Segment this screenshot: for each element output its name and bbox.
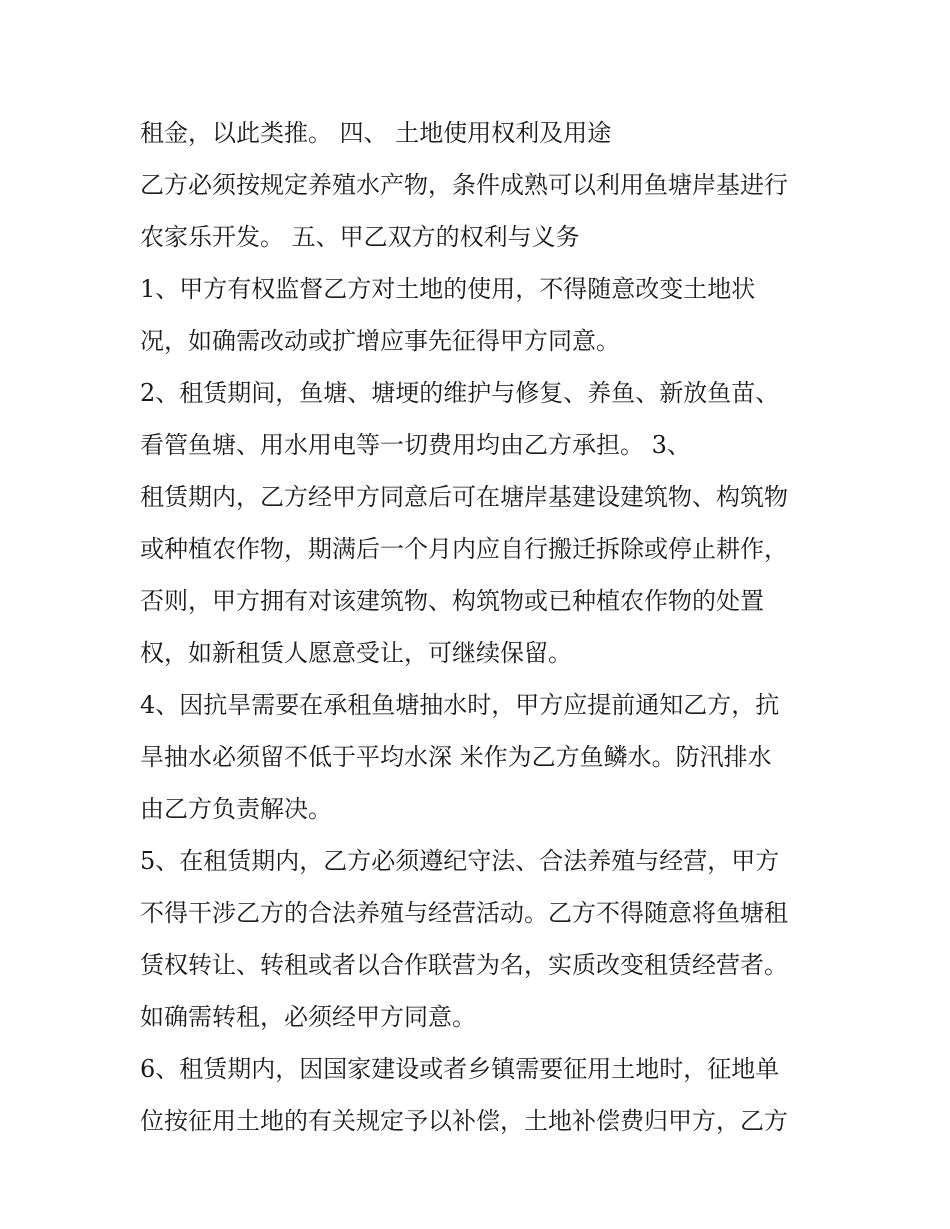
text-line: 租金，以此类推。 四、 土地使用权利及用途 — [140, 119, 612, 147]
text-line: 赁权转让、转租或者以合作联营为名，实质改变租赁经营者。 — [140, 951, 788, 979]
text-line: 否则，甲方拥有对该建筑物、构筑物或已种植农作物的处置 — [140, 587, 764, 615]
text-line: 旱抽水必须留不低于平均水深 米作为乙方鱼鳞水。防汛排水 — [140, 743, 772, 771]
text-line: 6、租赁期内，因国家建设或者乡镇需要征用土地时，征地单 — [140, 1055, 780, 1083]
text-line: 1、甲方有权监督乙方对土地的使用，不得随意改变土地状 — [140, 275, 756, 303]
text-line: 或种植农作物，期满后一个月内应自行搬迁拆除或停止耕作， — [140, 535, 788, 563]
text-line: 不得干涉乙方的合法养殖与经营活动。乙方不得随意将鱼塘租 — [140, 899, 788, 927]
text-line: 农家乐开发。 五、甲乙双方的权利与义务 — [140, 223, 580, 251]
contract-body-text — [140, 107, 830, 1147]
text-line: 况，如确需改动或扩增应事先征得甲方同意。 — [140, 327, 620, 355]
text-line: 2、租赁期间，鱼塘、塘埂的维护与修复、养鱼、新放鱼苗、 — [140, 379, 780, 407]
text-line: 权，如新租赁人愿意受让，可继续保留。 — [140, 639, 572, 667]
text-line: 看管鱼塘、用水用电等一切费用均由乙方承担。 3、 — [140, 431, 691, 459]
text-line: 由乙方负责解决。 — [140, 795, 332, 823]
text-line: 位按征用土地的有关规定予以补偿，土地补偿费归甲方，乙方 — [140, 1107, 788, 1135]
text-line: 租赁期内，乙方经甲方同意后可在塘岸基建设建筑物、构筑物 — [140, 483, 788, 511]
text-line: 4、因抗旱需要在承租鱼塘抽水时，甲方应提前通知乙方，抗 — [140, 691, 780, 719]
text-line: 5、在租赁期内，乙方必须遵纪守法、合法养殖与经营，甲方 — [140, 847, 780, 875]
text-line: 乙方必须按规定养殖水产物，条件成熟可以利用鱼塘岸基进行 — [140, 171, 788, 199]
text-line: 如确需转租，必须经甲方同意。 — [140, 1003, 476, 1031]
